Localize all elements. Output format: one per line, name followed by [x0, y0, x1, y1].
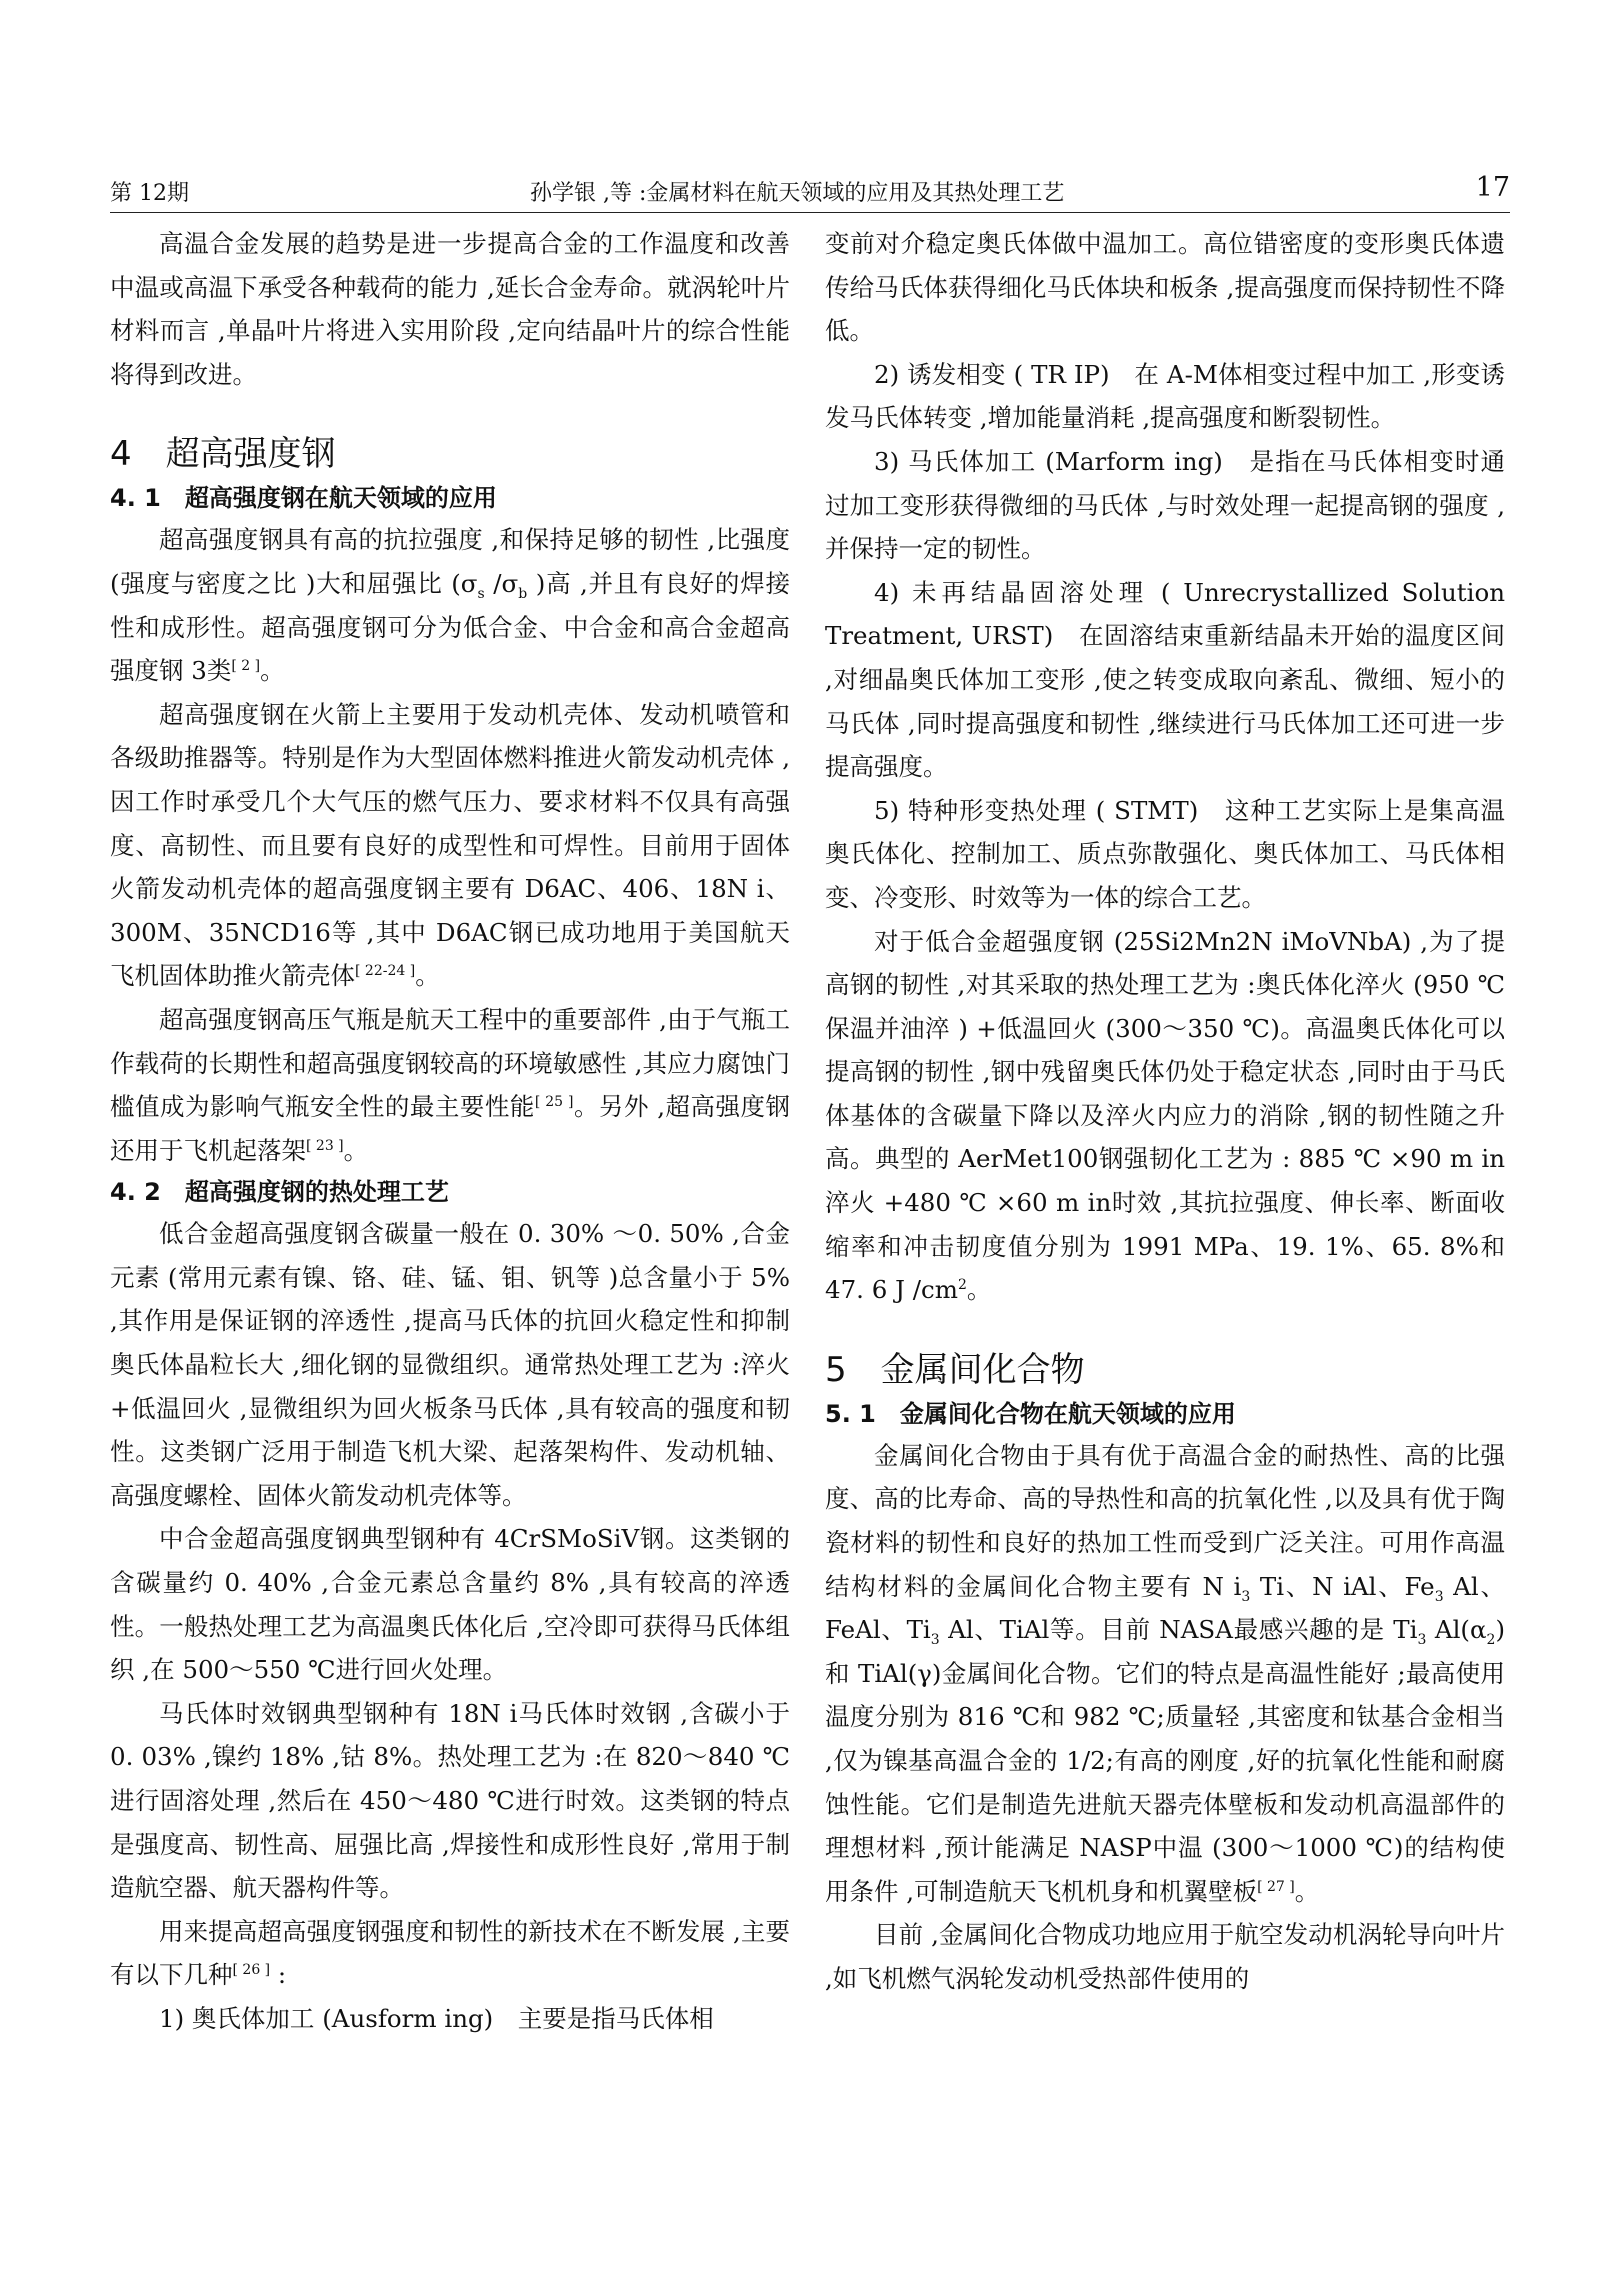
left-column: [110, 222, 790, 2041]
paragraph: 超高强度钢高压气瓶是航天工程中的重要部件 ,由于气瓶工作载荷的长期性和超高强度钢较高的环境敏感性 ,其应力腐蚀门槛值成为影响气瓶安全性的最主要性能[ 25 ]。另外 ,超高强度钢还用于飞机起落架[ 23 ]。: [110, 1004, 790, 1165]
paragraph: 低合金超高强度钢含碳量一般在 0. 30% ～0. 50% ,合金元素 (常用元素有镍、铬、硅、锰、钼、钒等 )总含量小于 5% ,其作用是保证钢的淬透性 ,提高马氏体的抗回火稳定性和抑制奥氏体晶粒长大 ,细化钢的显微组织。通常热处理工艺为 :淬火 +低温回火 ,显微组织为回火板条马氏体 ,具有较高的强度和韧性。这类钢广泛用于制造飞机大梁、起落架构件、发动机轴、高强度螺栓、固体火箭发动机壳体等。: [110, 1219, 790, 1510]
issue-number: 第 12期: [110, 181, 189, 206]
paragraph: 5) 特种形变热处理 ( STMT) 这种工艺实际上是集高温奥氏体化、控制加工、质点弥散强化、奥氏体加工、马氏体相变、冷变形、时效等为一体的综合工艺。: [825, 795, 1505, 912]
paragraph: 超高强度钢具有高的抗拉强度 ,和保持足够的韧性 ,比强度 (强度与密度之比 )大和屈强比 ($\sigma_s$ $/\sigma_b$ )高 ,并且有良好的焊接性和成形性。超高强度钢可分为低合金、中合金和高合金超高强度钢 3类[ 2 ]。: [110, 525, 790, 686]
right-column: [825, 222, 1505, 2001]
citation: [ 25 ]: [534, 1093, 574, 1110]
citation: [ 26 ]: [232, 1962, 271, 1979]
paragraph: 金属间化合物由于具有优于高温合金的耐热性、高的比强度、高的比寿命、高的导热性和高的抗氧化性 ,以及具有优于陶瓷材料的韧性和良好的热加工性而受到广泛关注。可用作高温结构材料的金属间化合物主要有 N $i_3$ Ti、N iAl、$Fe_3$ Al、FeAl、$Ti_3$ Al、TiAl等。目前 NASA最感兴趣的是 $Ti_3$ $Al(\alpha_2)$和 TiAl(γ)金属间化合物。它们的特点是高温性能好 ;最高使用温度分别为 816 ℃和 982 ℃;质量轻 ,其密度和钛基合金相当 ,仅为镍基高温合金的 1/2;有高的刚度 ,好的抗氧化性能和耐腐蚀性能。它们是制造先进航天器壳体壁板和发动机高温部件的理想材料 ,预计能满足 NASP中温 (300～1000 ℃)的结构使用条件 ,可制造航天飞机机身和机翼壁板[ 27 ]。: [825, 1440, 1505, 1906]
citation: [ 27 ]: [1257, 1878, 1295, 1895]
citation: [ 23 ]: [306, 1137, 344, 1154]
citation: [ 2 ]: [231, 658, 261, 674]
paragraph: 4) 未再结晶固溶处理 ( Unrecrystallized Solution Treatment, URST) 在固溶结束重新结晶未开始的温度区间 ,对细晶奥氏体加工变形 ,使之转变成取向紊乱、微细、短小的马氏体 ,同时提高强度和韧性 ,继续进行马氏体加工还可进一步提高强度。: [825, 577, 1505, 782]
subsection-heading-4-1: 4. 1 超高强度钢在航天领域的应用: [110, 484, 497, 513]
paragraph: 中合金超高强度钢典型钢种有 4CrSMoSiV钢。这类钢的含碳量约 0. 40% ,合金元素总含量约 8% ,具有较高的淬透性。一般热处理工艺为高温奥氏体化后 ,空冷即可获得马氏体组织 ,在 500～550 ℃进行回火处理。: [110, 1524, 790, 1685]
paragraph: 3) 马氏体加工 (Marform ing) 是指在马氏体相变时通过加工变形获得微细的马氏体 ,与时效处理一起提高钢的强度 ,并保持一定的韧性。: [825, 446, 1505, 564]
paragraph: 马氏体时效钢典型钢种有 18N i马氏体时效钢 ,含碳小于 0. 03% ,镍约 18% ,钴 8%。热处理工艺为 :在 820～840 ℃进行固溶处理 ,然后在 450～480 ℃进行时效。这类钢的特点是强度高、韧性高、屈强比高 ,焊接性和成形性良好 ,常用于制造航空器、航天器构件等。: [110, 1698, 790, 1903]
citation: [ 22-24 ]: [355, 963, 416, 980]
section-heading-4: 4 超高强度钢: [110, 434, 336, 475]
subsection-heading-5-1: 5. 1 金属间化合物在航天领域的应用: [825, 1399, 1236, 1428]
paragraph: 1) 奥氏体加工 (Ausform ing) 主要是指马氏体相: [159, 2003, 714, 2033]
paragraph: 超高强度钢在火箭上主要用于发动机壳体、发动机喷管和各级助推器等。特别是作为大型固体燃料推进火箭发动机壳体 ,因工作时承受几个大气压的燃气压力、要求材料不仅具有高强度、高韧性、而且要有良好的成型性和可焊性。目前用于固体火箭发动机壳体的超高强度钢主要有 D6AC、406、18N i、300M、35NCD16等 ,其中 D6AC钢已成功地用于美国航天飞机固体助推火箭壳体[ 22-24 ]。: [110, 699, 790, 991]
paragraph: 目前 ,金属间化合物成功地应用于航空发动机涡轮导向叶片 ,如飞机燃气涡轮发动机受热部件使用的: [825, 1920, 1505, 1993]
page-number: 17: [1475, 172, 1510, 203]
paragraph: 2) 诱发相变 ( TR IP) 在 A-M体相变过程中加工 ,形变诱发马氏体转变 ,增加能量消耗 ,提高强度和断裂韧性。: [825, 359, 1505, 433]
paragraph: 变前对介稳定奥氏体做中温加工。高位错密度的变形奥氏体遗传给马氏体获得细化马氏体块和板条 ,提高强度而保持韧性不降低。: [825, 229, 1505, 346]
section-heading-5: 5 金属间化合物: [825, 1349, 1085, 1390]
running-title: 孙学银 ,等 :金属材料在航天领域的应用及其热处理工艺: [530, 181, 1065, 206]
paragraph: 对于低合金超强度钢 (25Si2Mn2N iMoVNbA) ,为了提高钢的韧性 ,对其采取的热处理工艺为 :奥氏体化淬火 (950 ℃保温并油淬 ) +低温回火 (300～350 ℃)。高温奥氏体化可以提高钢的韧性 ,钢中残留奥氏体仍处于稳定状态 ,同时由于马氏体基体的含碳量下降以及淬火内应力的消除 ,钢的韧性随之升高。典型的 AerMet100钢强韧化工艺为 : 885 ℃ ×90 m in淬火 +480 ℃ ×60 m in时效 ,其抗拉强度、伸长率、断面收缩率和冲击韧度值分别为 1991 MPa、19. 1%、65. 8%和 47. 6 J $/cm^2$。: [825, 926, 1505, 1305]
paragraph: 高温合金发展的趋势是进一步提高合金的工作温度和改善中温或高温下承受各种载荷的能力 ,延长合金寿命。就涡轮叶片材料而言 ,单晶叶片将进入实用阶段 ,定向结晶叶片的综合性能将得到改进。: [110, 229, 790, 389]
subsection-heading-4-2: 4. 2 超高强度钢的热处理工艺: [110, 1178, 449, 1207]
paragraph: 用来提高超高强度钢强度和韧性的新技术在不断发展 ,主要有以下几种[ 26 ] :: [110, 1916, 790, 1990]
running-header: [110, 172, 1510, 213]
